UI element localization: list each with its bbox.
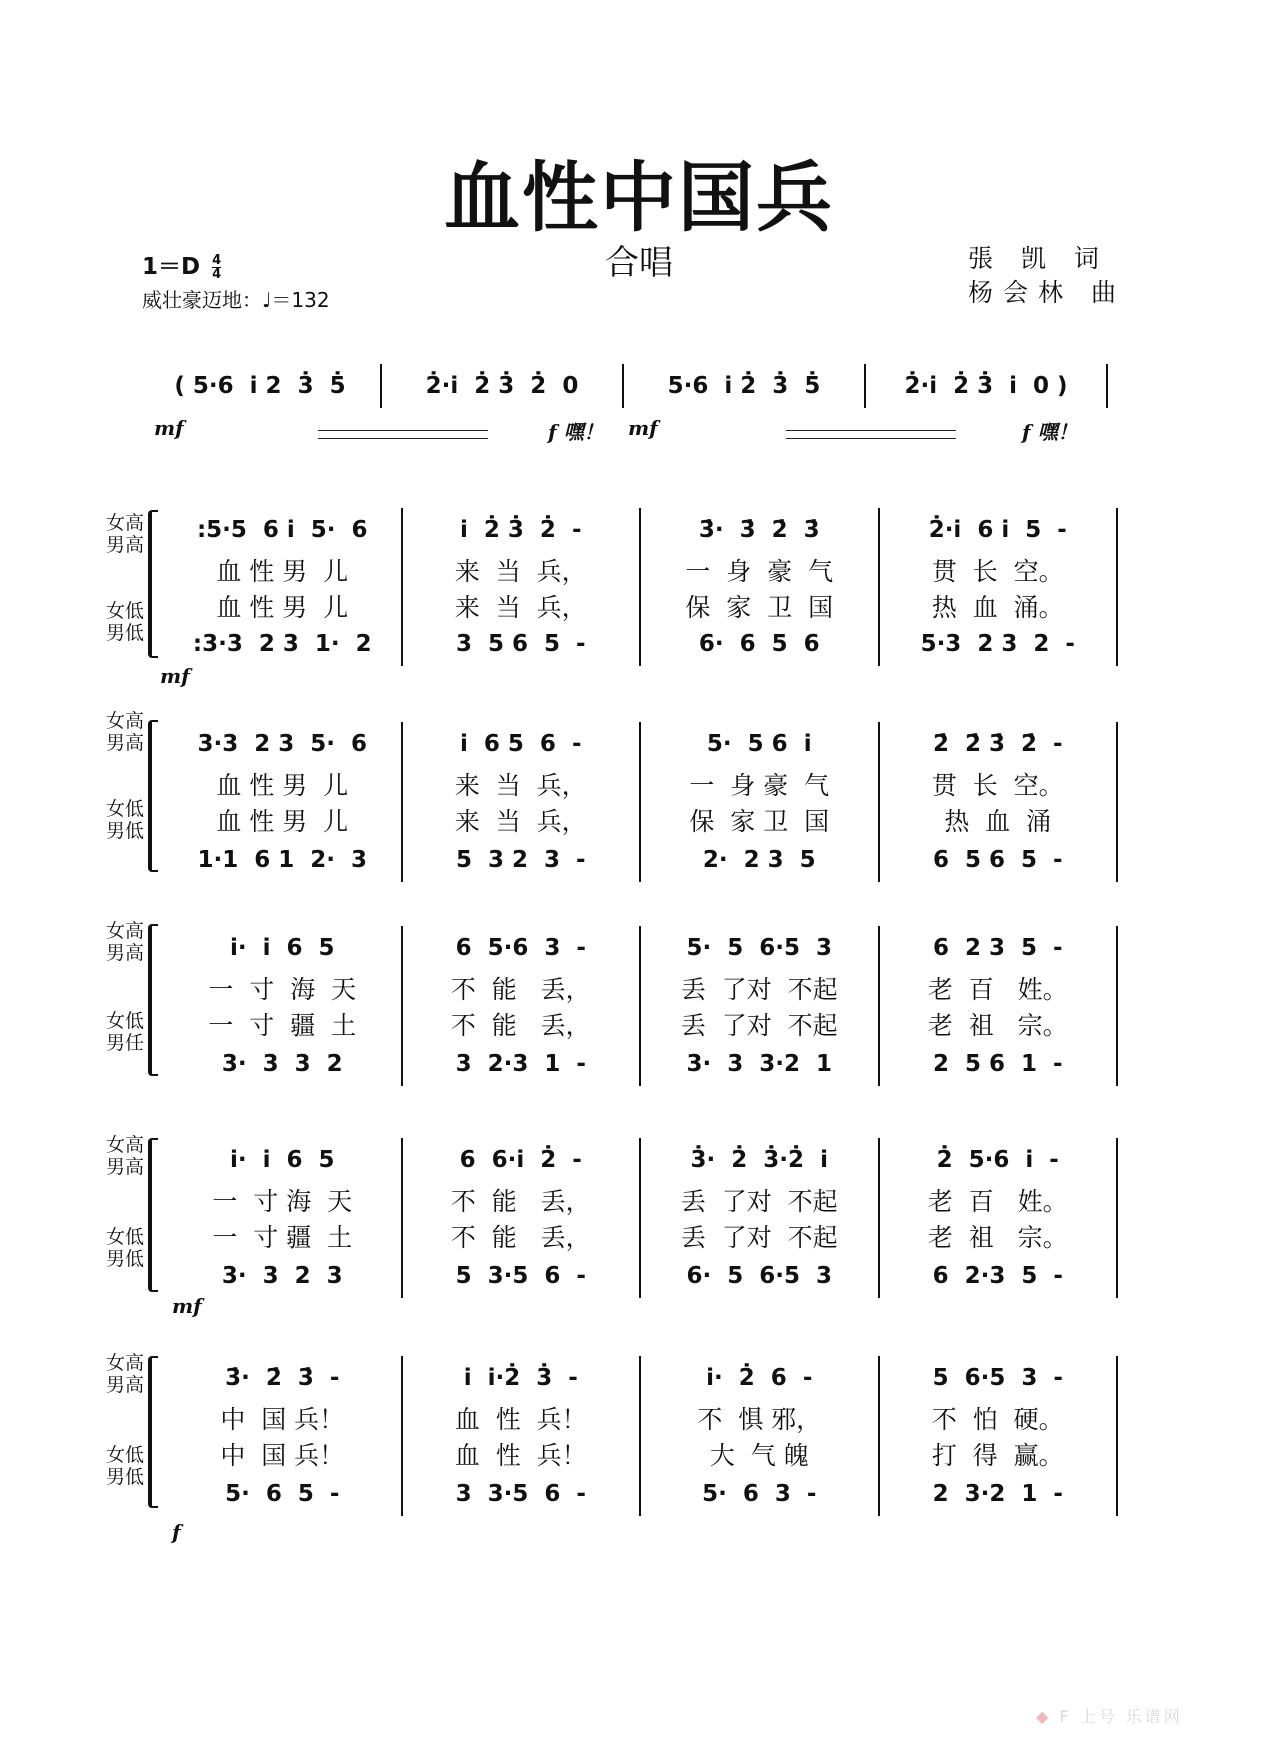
lyrics-verse-2 — [164, 1006, 1118, 1042]
label-bass: 男低 — [105, 1248, 144, 1270]
lyric: 不 惧 邪， — [697, 1405, 822, 1434]
notes: 6 2 3 5 - — [932, 935, 1063, 961]
measure — [880, 970, 1117, 1006]
lower-notes — [164, 1476, 1118, 1512]
part-label-lower — [92, 1010, 144, 1054]
system-brace — [148, 510, 158, 658]
part-label-upper — [92, 512, 144, 556]
notes: 6 6·i 2̇ - — [459, 1147, 582, 1173]
lyric: 保 家 卫 国 — [685, 593, 834, 622]
notes: 6 2·3 5 - — [932, 1263, 1063, 1289]
notes: 5·6 i 2̇ 3̇ 5̇ — [667, 373, 821, 399]
measure — [164, 766, 401, 802]
lyric: 老 百 姓。 — [927, 1187, 1068, 1216]
measure — [880, 766, 1117, 802]
notes: 3̇· 2̇ 3̇ - — [225, 1365, 340, 1391]
measure — [164, 930, 401, 966]
measure — [403, 970, 640, 1006]
system-brace — [148, 720, 158, 872]
system-brace — [148, 1138, 158, 1292]
lyric: 血 性 兵！ — [454, 1441, 587, 1470]
notes: 6 5 6 5 - — [932, 847, 1063, 873]
barline — [1116, 722, 1118, 766]
measure — [641, 552, 878, 588]
measure — [880, 1436, 1117, 1472]
measure — [641, 1476, 878, 1512]
time-signature — [212, 254, 221, 281]
notes: 2̇·i 2̇ 3̇ i 0 ) — [904, 373, 1068, 399]
barline — [1116, 1432, 1118, 1476]
measure — [403, 1218, 640, 1254]
measure — [641, 588, 878, 624]
notes: :3·3 2 3 1· 2 — [192, 631, 372, 657]
measure — [403, 802, 640, 838]
notes: 5· 5 6·5 3 — [686, 935, 833, 961]
lyric: 中 国 兵！ — [220, 1441, 345, 1470]
lyric: 一 身 豪 气 — [685, 557, 834, 586]
measure — [880, 802, 1117, 838]
lyricist: 張 凯 词 — [968, 244, 1109, 273]
measure — [164, 1046, 401, 1082]
measure — [880, 1360, 1117, 1396]
measure — [403, 842, 640, 878]
lyric: 老 百 姓。 — [927, 975, 1068, 1004]
measure — [164, 626, 401, 662]
measure — [403, 726, 640, 762]
measure — [641, 802, 878, 838]
lyric: 热 血 涌。 — [931, 593, 1064, 622]
notes: i 2̇ 3̇ 2̇ - — [460, 517, 582, 543]
measure — [164, 970, 401, 1006]
notes: 5·3 2 3 2 - — [920, 631, 1075, 657]
lyric: 不 怕 硬。 — [931, 1405, 1064, 1434]
measure — [164, 512, 401, 548]
label-bass: 男任 — [105, 1032, 144, 1054]
label-tenor: 男高 — [105, 534, 144, 556]
lower-notes — [164, 1046, 1118, 1082]
upper-notes — [164, 1360, 1118, 1396]
barline — [1116, 838, 1118, 882]
lyric: 热 血 涌 — [944, 807, 1052, 836]
dynamic-mark: mf — [160, 664, 190, 688]
barline — [1116, 1356, 1118, 1400]
measure — [641, 1046, 878, 1082]
notes: 6· 5 6·5 3 — [686, 1263, 833, 1289]
tempo-marking: 威壮豪迈地：♩＝132 — [142, 288, 330, 312]
time-sig-bottom: 4 — [212, 267, 222, 282]
measure — [164, 1436, 401, 1472]
notes: 5· 6 5 - — [225, 1481, 340, 1507]
lyrics-verse-1 — [164, 552, 1118, 588]
upper-notes — [164, 512, 1118, 548]
measure — [880, 842, 1117, 878]
notes: 6 5·6 3 - — [455, 935, 586, 961]
lyrics-verse-1 — [164, 766, 1118, 802]
notes: 5 6·5 3 - — [932, 1365, 1063, 1391]
measure — [164, 1400, 401, 1436]
key-signature — [142, 248, 221, 281]
measure — [641, 1218, 878, 1254]
barline — [1116, 1254, 1118, 1298]
measure — [164, 1258, 401, 1294]
system-brace — [148, 1356, 158, 1508]
label-tenor: 男高 — [105, 732, 144, 754]
barline — [1116, 1138, 1118, 1182]
system-brace — [148, 924, 158, 1076]
measure — [403, 1258, 640, 1294]
measure — [880, 626, 1117, 662]
lyric: 血 性 男 儿 — [216, 807, 349, 836]
lyrics-verse-2 — [164, 1436, 1118, 1472]
notes: 5 3 2 3 - — [455, 847, 586, 873]
notes: 2· 2 3 5 — [702, 847, 816, 873]
measure — [164, 1006, 401, 1042]
lyrics-verse-1 — [164, 970, 1118, 1006]
watermark-logo-icon: ◆ — [1036, 1707, 1052, 1726]
lyric: 血 性 男 儿 — [216, 557, 349, 586]
measure — [403, 626, 640, 662]
label-alto: 女低 — [105, 798, 144, 820]
measure — [624, 368, 864, 404]
measure — [164, 552, 401, 588]
lyric: 不 能 丢， — [450, 1011, 591, 1040]
notes: ( 5·6 i 2 3̇ 5̇ — [174, 373, 346, 399]
notes: 3 5 6 5 - — [455, 631, 586, 657]
notes: 2̇ 2̇ 3̇ 2̇ - — [932, 731, 1063, 757]
measure — [403, 1400, 640, 1436]
lyric: 贯 长 空。 — [931, 557, 1064, 586]
lyric: 老 祖 宗。 — [927, 1011, 1068, 1040]
lyric: 来 当 兵， — [454, 593, 587, 622]
lyric: 保 家 卫 国 — [689, 807, 830, 836]
measure — [403, 588, 640, 624]
lyrics-verse-1 — [164, 1400, 1118, 1436]
notes: i· 2̇ 6 - — [706, 1365, 813, 1391]
measure — [164, 1218, 401, 1254]
measure — [880, 1006, 1117, 1042]
barline — [1116, 1214, 1118, 1258]
upper-notes — [164, 930, 1118, 966]
upper-notes — [164, 726, 1118, 762]
measure — [880, 588, 1117, 624]
part-label-upper — [92, 920, 144, 964]
measure — [866, 368, 1106, 404]
part-label-upper — [92, 1134, 144, 1178]
measure — [403, 1046, 640, 1082]
measure — [880, 1400, 1117, 1436]
song-title: 血性中国兵 — [444, 153, 834, 242]
notes: 2 5 6 1 - — [932, 1051, 1063, 1077]
dynamic-mark: mf — [628, 416, 658, 440]
lyric: 丢 了对 不起 — [680, 1187, 838, 1216]
notes: 5 3·5 6 - — [455, 1263, 586, 1289]
crescendo-hairpin — [318, 438, 488, 439]
lyrics-verse-1 — [164, 1182, 1118, 1218]
measure — [641, 1436, 878, 1472]
measure — [880, 930, 1117, 966]
measure — [641, 1006, 878, 1042]
measure — [880, 512, 1117, 548]
measure — [641, 766, 878, 802]
label-alto: 女低 — [105, 1444, 144, 1466]
lyric: 不 能 丢， — [450, 1187, 591, 1216]
notes: 2 3·2 1 - — [932, 1481, 1063, 1507]
dynamic-mark: mf — [172, 1294, 202, 1318]
measure — [641, 726, 878, 762]
crescendo-hairpin — [318, 430, 488, 431]
measure — [403, 552, 640, 588]
dynamic-mark: f 嘿！ — [1022, 420, 1078, 444]
measure — [880, 1142, 1117, 1178]
dynamic-mark: f — [172, 1520, 181, 1544]
barline — [1116, 1472, 1118, 1516]
lower-notes — [164, 842, 1118, 878]
measure — [641, 626, 878, 662]
lyric: 来 当 兵， — [454, 807, 587, 836]
notes: 3·3 2 3 5· 6 — [197, 731, 368, 757]
lower-notes — [164, 626, 1118, 662]
notes: 3· 3 3 2 — [221, 1051, 343, 1077]
measure — [403, 1436, 640, 1472]
label-bass: 男低 — [105, 820, 144, 842]
time-sig-top: 4 — [212, 253, 222, 268]
label-alto: 女低 — [105, 600, 144, 622]
notes: 2̇·i 2̇ 3̇ 2̇ 0 — [425, 373, 579, 399]
measure — [164, 726, 401, 762]
lyric: 血 性 兵！ — [454, 1405, 587, 1434]
label-bass: 男低 — [105, 1466, 144, 1488]
lyric: 一 寸 疆 土 — [208, 1011, 357, 1040]
label-alto: 女低 — [105, 1226, 144, 1248]
barline — [1116, 622, 1118, 666]
lyric: 不 能 丢， — [450, 1223, 591, 1252]
lyric: 一 寸 海 天 — [208, 975, 357, 1004]
credits — [968, 242, 1126, 310]
notes: 3̇· 2̇ 3̇·2̇ i — [690, 1147, 828, 1173]
label-soprano: 女高 — [105, 920, 144, 942]
lyric: 丢 了对 不起 — [680, 975, 838, 1004]
notes: i· i 6 5 — [229, 935, 335, 961]
crescendo-hairpin — [786, 430, 956, 431]
notes: 3 3·5 6 - — [455, 1481, 586, 1507]
crescendo-hairpin — [786, 438, 956, 439]
measure — [382, 368, 622, 404]
part-label-lower — [92, 1226, 144, 1270]
lyric: 丢 了对 不起 — [680, 1223, 838, 1252]
label-tenor: 男高 — [105, 942, 144, 964]
dynamic-mark: mf — [154, 416, 184, 440]
measure — [164, 842, 401, 878]
notes: 3· 3 2 3 — [221, 1263, 343, 1289]
barline — [1116, 1002, 1118, 1046]
measure — [403, 1360, 640, 1396]
measure — [164, 1360, 401, 1396]
lyric: 打 得 赢。 — [931, 1441, 1064, 1470]
notes: 1·1 6 1 2· 3 — [197, 847, 368, 873]
measure — [164, 588, 401, 624]
measure — [880, 1182, 1117, 1218]
lyric: 一 寸 疆 土 — [212, 1223, 353, 1252]
notes: 5· 5 6 i — [706, 731, 812, 757]
measure — [641, 842, 878, 878]
song-subtitle: 合唱 — [605, 243, 673, 283]
notes: i· i 6 5 — [229, 1147, 335, 1173]
lyric: 血 性 男 儿 — [216, 771, 349, 800]
measure — [164, 1142, 401, 1178]
notes: 6· 6 5 6 — [698, 631, 820, 657]
barline — [1116, 926, 1118, 970]
lyric: 一 寸 海 天 — [212, 1187, 353, 1216]
lyric: 来 当 兵， — [454, 771, 587, 800]
label-alto: 女低 — [105, 1010, 144, 1032]
notes: 2̇·i 6 i 5 - — [928, 517, 1067, 543]
barline — [1116, 508, 1118, 552]
lyric: 贯 长 空。 — [931, 771, 1064, 800]
label-tenor: 男高 — [105, 1374, 144, 1396]
upper-notes — [164, 1142, 1118, 1178]
measure — [164, 1476, 401, 1512]
measure — [880, 726, 1117, 762]
measure — [641, 930, 878, 966]
measure — [880, 1046, 1117, 1082]
measure — [403, 1006, 640, 1042]
measure — [403, 766, 640, 802]
lyric: 丢 了对 不起 — [680, 1011, 838, 1040]
barline — [1106, 364, 1108, 408]
measure — [880, 1218, 1117, 1254]
lyric: 血 性 男 儿 — [216, 593, 349, 622]
measure — [641, 970, 878, 1006]
measure — [641, 1182, 878, 1218]
barline — [1116, 1042, 1118, 1086]
measure — [880, 1258, 1117, 1294]
measure — [403, 512, 640, 548]
lyric: 一 身 豪 气 — [689, 771, 830, 800]
measure — [641, 1400, 878, 1436]
label-soprano: 女高 — [105, 1134, 144, 1156]
part-label-upper — [92, 1352, 144, 1396]
notes: :5·5 6 i 5· 6 — [196, 517, 368, 543]
label-soprano: 女高 — [105, 512, 144, 534]
notes: 3· 3 3·2 1 — [686, 1051, 833, 1077]
key-label: 1＝D — [142, 254, 201, 280]
measure — [403, 1182, 640, 1218]
lyric: 来 当 兵， — [454, 557, 587, 586]
part-label-lower — [92, 1444, 144, 1488]
measure — [403, 1142, 640, 1178]
lyrics-verse-2 — [164, 588, 1118, 624]
intro-notes — [140, 368, 1108, 404]
notes: 5· 6 3 - — [702, 1481, 817, 1507]
dynamic-mark: f 嘿！ — [548, 420, 604, 444]
measure — [164, 1182, 401, 1218]
notes: 3 2·3 1 - — [455, 1051, 586, 1077]
measure — [641, 512, 878, 548]
measure — [403, 1476, 640, 1512]
measure — [880, 1476, 1117, 1512]
part-label-lower — [92, 600, 144, 644]
label-soprano: 女高 — [105, 710, 144, 732]
part-label-lower — [92, 798, 144, 842]
lyrics-verse-2 — [164, 802, 1118, 838]
lyric: 大 气 魄 — [709, 1441, 809, 1470]
notes: i 6 5 6 - — [460, 731, 582, 757]
lyric: 中 国 兵！ — [220, 1405, 345, 1434]
label-tenor: 男高 — [105, 1156, 144, 1178]
barline — [1116, 798, 1118, 842]
measure — [403, 930, 640, 966]
label-soprano: 女高 — [105, 1352, 144, 1374]
lyric: 老 祖 宗。 — [927, 1223, 1068, 1252]
measure — [140, 368, 380, 404]
watermark-text: F 上号 乐谱网 — [1059, 1707, 1183, 1726]
composer: 杨会林 曲 — [968, 278, 1126, 307]
notes: 2̇ 5·6 i - — [936, 1147, 1059, 1173]
lower-notes — [164, 1258, 1118, 1294]
measure — [641, 1258, 878, 1294]
notes: 3̇· 3̇ 2̇ 3̇ — [698, 517, 820, 543]
watermark — [1036, 1704, 1183, 1727]
measure — [641, 1360, 878, 1396]
label-bass: 男低 — [105, 622, 144, 644]
measure — [880, 552, 1117, 588]
measure — [641, 1142, 878, 1178]
lyric: 不 能 丢， — [450, 975, 591, 1004]
lyrics-verse-2 — [164, 1218, 1118, 1254]
measure — [164, 802, 401, 838]
part-label-upper — [92, 710, 144, 754]
notes: i i·2̇ 3̇ - — [463, 1365, 578, 1391]
